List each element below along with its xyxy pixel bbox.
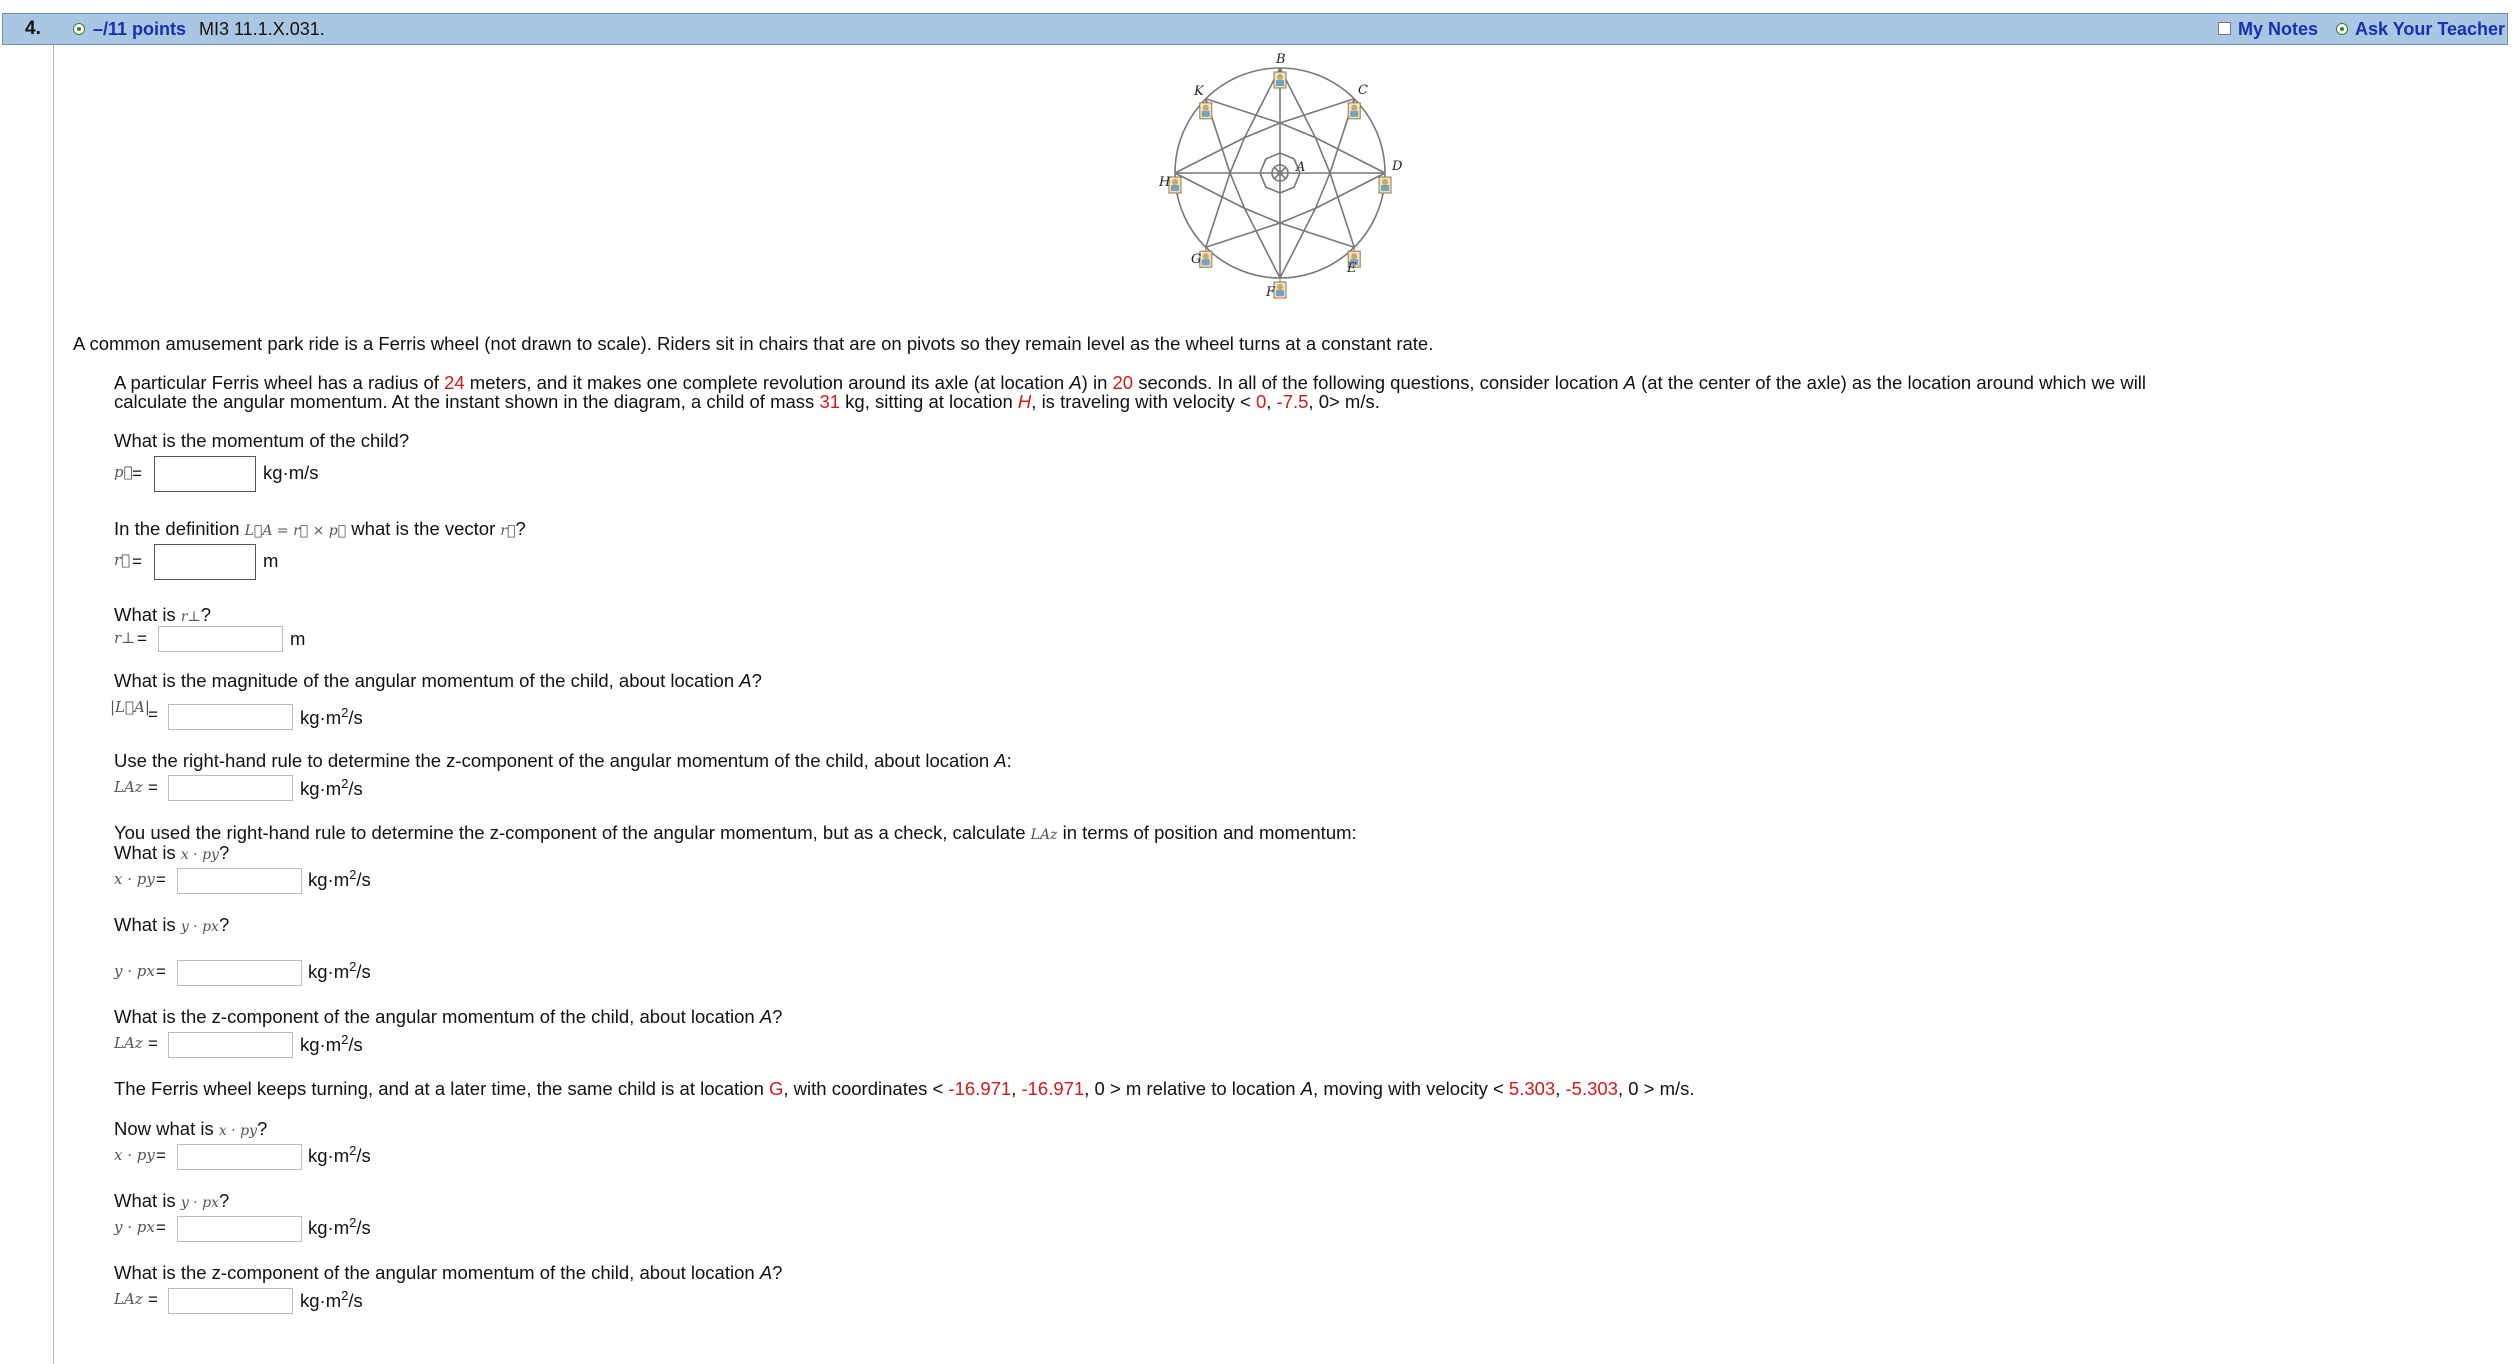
q6-intro: You used the right-hand rule to determine the z-component of the angular momentum, but as a check, calculate LAz in terms of position and momentum:	[114, 822, 1357, 843]
velocity-x-value: 0	[1255, 391, 1267, 412]
mass-value: 31	[819, 391, 841, 412]
velocity-y-value: -7.5	[1276, 391, 1309, 412]
angular-momentum-magnitude-input[interactable]	[168, 704, 293, 730]
seat-k-icon	[1200, 99, 1212, 119]
position-vector-input[interactable]	[154, 544, 256, 580]
later-vx: 5.303	[1508, 1078, 1556, 1099]
q4-unit: $kg\cdot m^2/s$	[300, 705, 363, 728]
q10-unit: $kg\cdot m^2/s$	[308, 1215, 371, 1238]
later-x-py-input[interactable]	[177, 1144, 302, 1170]
q9-unit: $kg\cdot m^2/s$	[308, 1143, 371, 1166]
q9-equals: =	[156, 1146, 166, 1165]
q2-question: In the definition L⃗A = r⃗ × p⃗ what is the vector r⃗?	[114, 518, 526, 539]
lz-right-hand-input[interactable]	[168, 775, 293, 801]
seat-c-icon	[1348, 99, 1360, 119]
ask-teacher-link[interactable]: Ask Your Teacher	[2355, 19, 2506, 39]
q6-label: x · py	[114, 870, 155, 888]
q11-label: LAz	[114, 1290, 143, 1308]
q10-label: y · px	[114, 1218, 155, 1236]
later-lz-input[interactable]	[168, 1288, 293, 1314]
r-perp-input[interactable]	[158, 626, 283, 652]
q5-equals: =	[148, 778, 158, 797]
ask-plus-icon[interactable]	[2336, 23, 2348, 35]
seat-b-icon	[1274, 68, 1286, 88]
label-e: E	[1347, 261, 1357, 276]
radius-value: 24	[444, 372, 465, 393]
lz-calculated-input[interactable]	[168, 1032, 293, 1058]
label-g: G	[1191, 252, 1202, 267]
q1-label: p⃗	[114, 463, 133, 481]
q6-question: What is x · py?	[114, 842, 230, 863]
q5-question: Use the right-hand rule to determine the z-component of the angular momentum of the child, about location A:	[114, 750, 1012, 771]
problem-id: MI3 11.1.X.031.	[199, 19, 325, 39]
q3-equals: =	[137, 629, 147, 648]
later-time-text: The Ferris wheel keeps turning, and at a later time, the same child is at location G, with coordinates < -16.971, -16.971, 0 > m relative to location A, moving with velocity < 5.303, -5.303, 0 > m/s.	[114, 1078, 1695, 1099]
label-f: F	[1266, 285, 1276, 300]
problem-line-2: calculate the angular momentum. At the instant shown in the diagram, a child of mass 31 kg, sitting at location H, is traveling with velocity < 0, -7.5, 0> m/s.	[114, 391, 1380, 412]
q1-unit: kg·m/s	[263, 462, 319, 483]
q3-question: What is r⊥?	[114, 604, 211, 625]
label-k: K	[1194, 84, 1204, 99]
question-number: 4.	[25, 18, 41, 39]
label-a: A	[1296, 160, 1306, 175]
later-location: G	[769, 1078, 784, 1099]
q1-question: What is the momentum of the child?	[114, 430, 410, 451]
location-value: H	[1017, 391, 1032, 412]
label-c: C	[1358, 83, 1368, 98]
q9-question: Now what is x · py?	[114, 1118, 268, 1139]
ferris-wheel-diagram	[1150, 50, 1420, 312]
q4-label: |L⃗A|	[110, 698, 150, 716]
q10-question: What is y · px?	[114, 1190, 230, 1211]
q6-unit: $kg\cdot m^2/s$	[308, 867, 371, 890]
wheel-structure	[1175, 68, 1385, 278]
q8-question: What is the z-component of the angular momentum of the child, about location A?	[114, 1006, 783, 1027]
q5-label: LAz	[114, 778, 143, 796]
q8-equals: =	[148, 1034, 158, 1053]
q4-question: What is the magnitude of the angular momentum of the child, about location A?	[114, 670, 762, 691]
q5-unit: $kg\cdot m^2/s$	[300, 776, 363, 799]
q4-equals: =	[148, 705, 158, 724]
q7-unit: $kg\cdot m^2/s$	[308, 959, 371, 982]
later-y-px-input[interactable]	[177, 1216, 302, 1242]
my-notes-link[interactable]: My Notes	[2238, 19, 2319, 39]
label-b: B	[1276, 52, 1286, 67]
q8-label: LAz	[114, 1034, 143, 1052]
later-vy: -5.303	[1565, 1078, 1618, 1099]
period-value: 20	[1112, 372, 1134, 393]
q3-unit: m	[290, 628, 306, 649]
problem-line-1: A particular Ferris wheel has a radius of 24 meters, and it makes one complete revolution around its axle (at location A) in 20 seconds. In all of the following questions, consider location A (at the center of the axle) as the location around which we will	[114, 372, 2147, 393]
later-x: -16.971	[948, 1078, 1012, 1099]
q11-question: What is the z-component of the angular momentum of the child, about location A?	[114, 1262, 783, 1283]
label-h: H	[1159, 175, 1171, 190]
momentum-input[interactable]	[154, 456, 256, 492]
q7-label: y · px	[114, 962, 155, 980]
q2-equals: =	[132, 552, 142, 571]
question-header	[2, 13, 2508, 45]
x-py-input[interactable]	[177, 868, 302, 894]
q7-question: What is y · px?	[114, 914, 230, 935]
expand-plus-icon[interactable]	[73, 23, 85, 35]
later-y: -16.971	[1021, 1078, 1085, 1099]
intro-text: A common amusement park ride is a Ferris wheel (not drawn to scale). Riders sit in chairs that are on pivots so they remain level as the wheel turns at a constant rate.	[73, 333, 1434, 354]
q3-label: r⊥	[114, 629, 136, 647]
q11-unit: $kg\cdot m^2/s$	[300, 1288, 363, 1311]
points-link[interactable]: –/11 points	[93, 19, 187, 39]
notes-checkbox-icon[interactable]	[2218, 22, 2231, 35]
label-d: D	[1392, 159, 1403, 174]
q6-equals: =	[156, 870, 166, 889]
q10-equals: =	[156, 1218, 166, 1237]
y-px-input[interactable]	[177, 960, 302, 986]
q1-equals: =	[132, 464, 142, 483]
seat-f-icon	[1274, 278, 1286, 298]
q2-unit: m	[263, 550, 279, 571]
q8-unit: $kg\cdot m^2/s$	[300, 1032, 363, 1055]
q7-equals: =	[156, 962, 166, 981]
q2-label: r⃗	[114, 551, 131, 569]
q11-equals: =	[148, 1290, 158, 1309]
left-border	[53, 45, 54, 1364]
q9-label: x · py	[114, 1146, 155, 1164]
